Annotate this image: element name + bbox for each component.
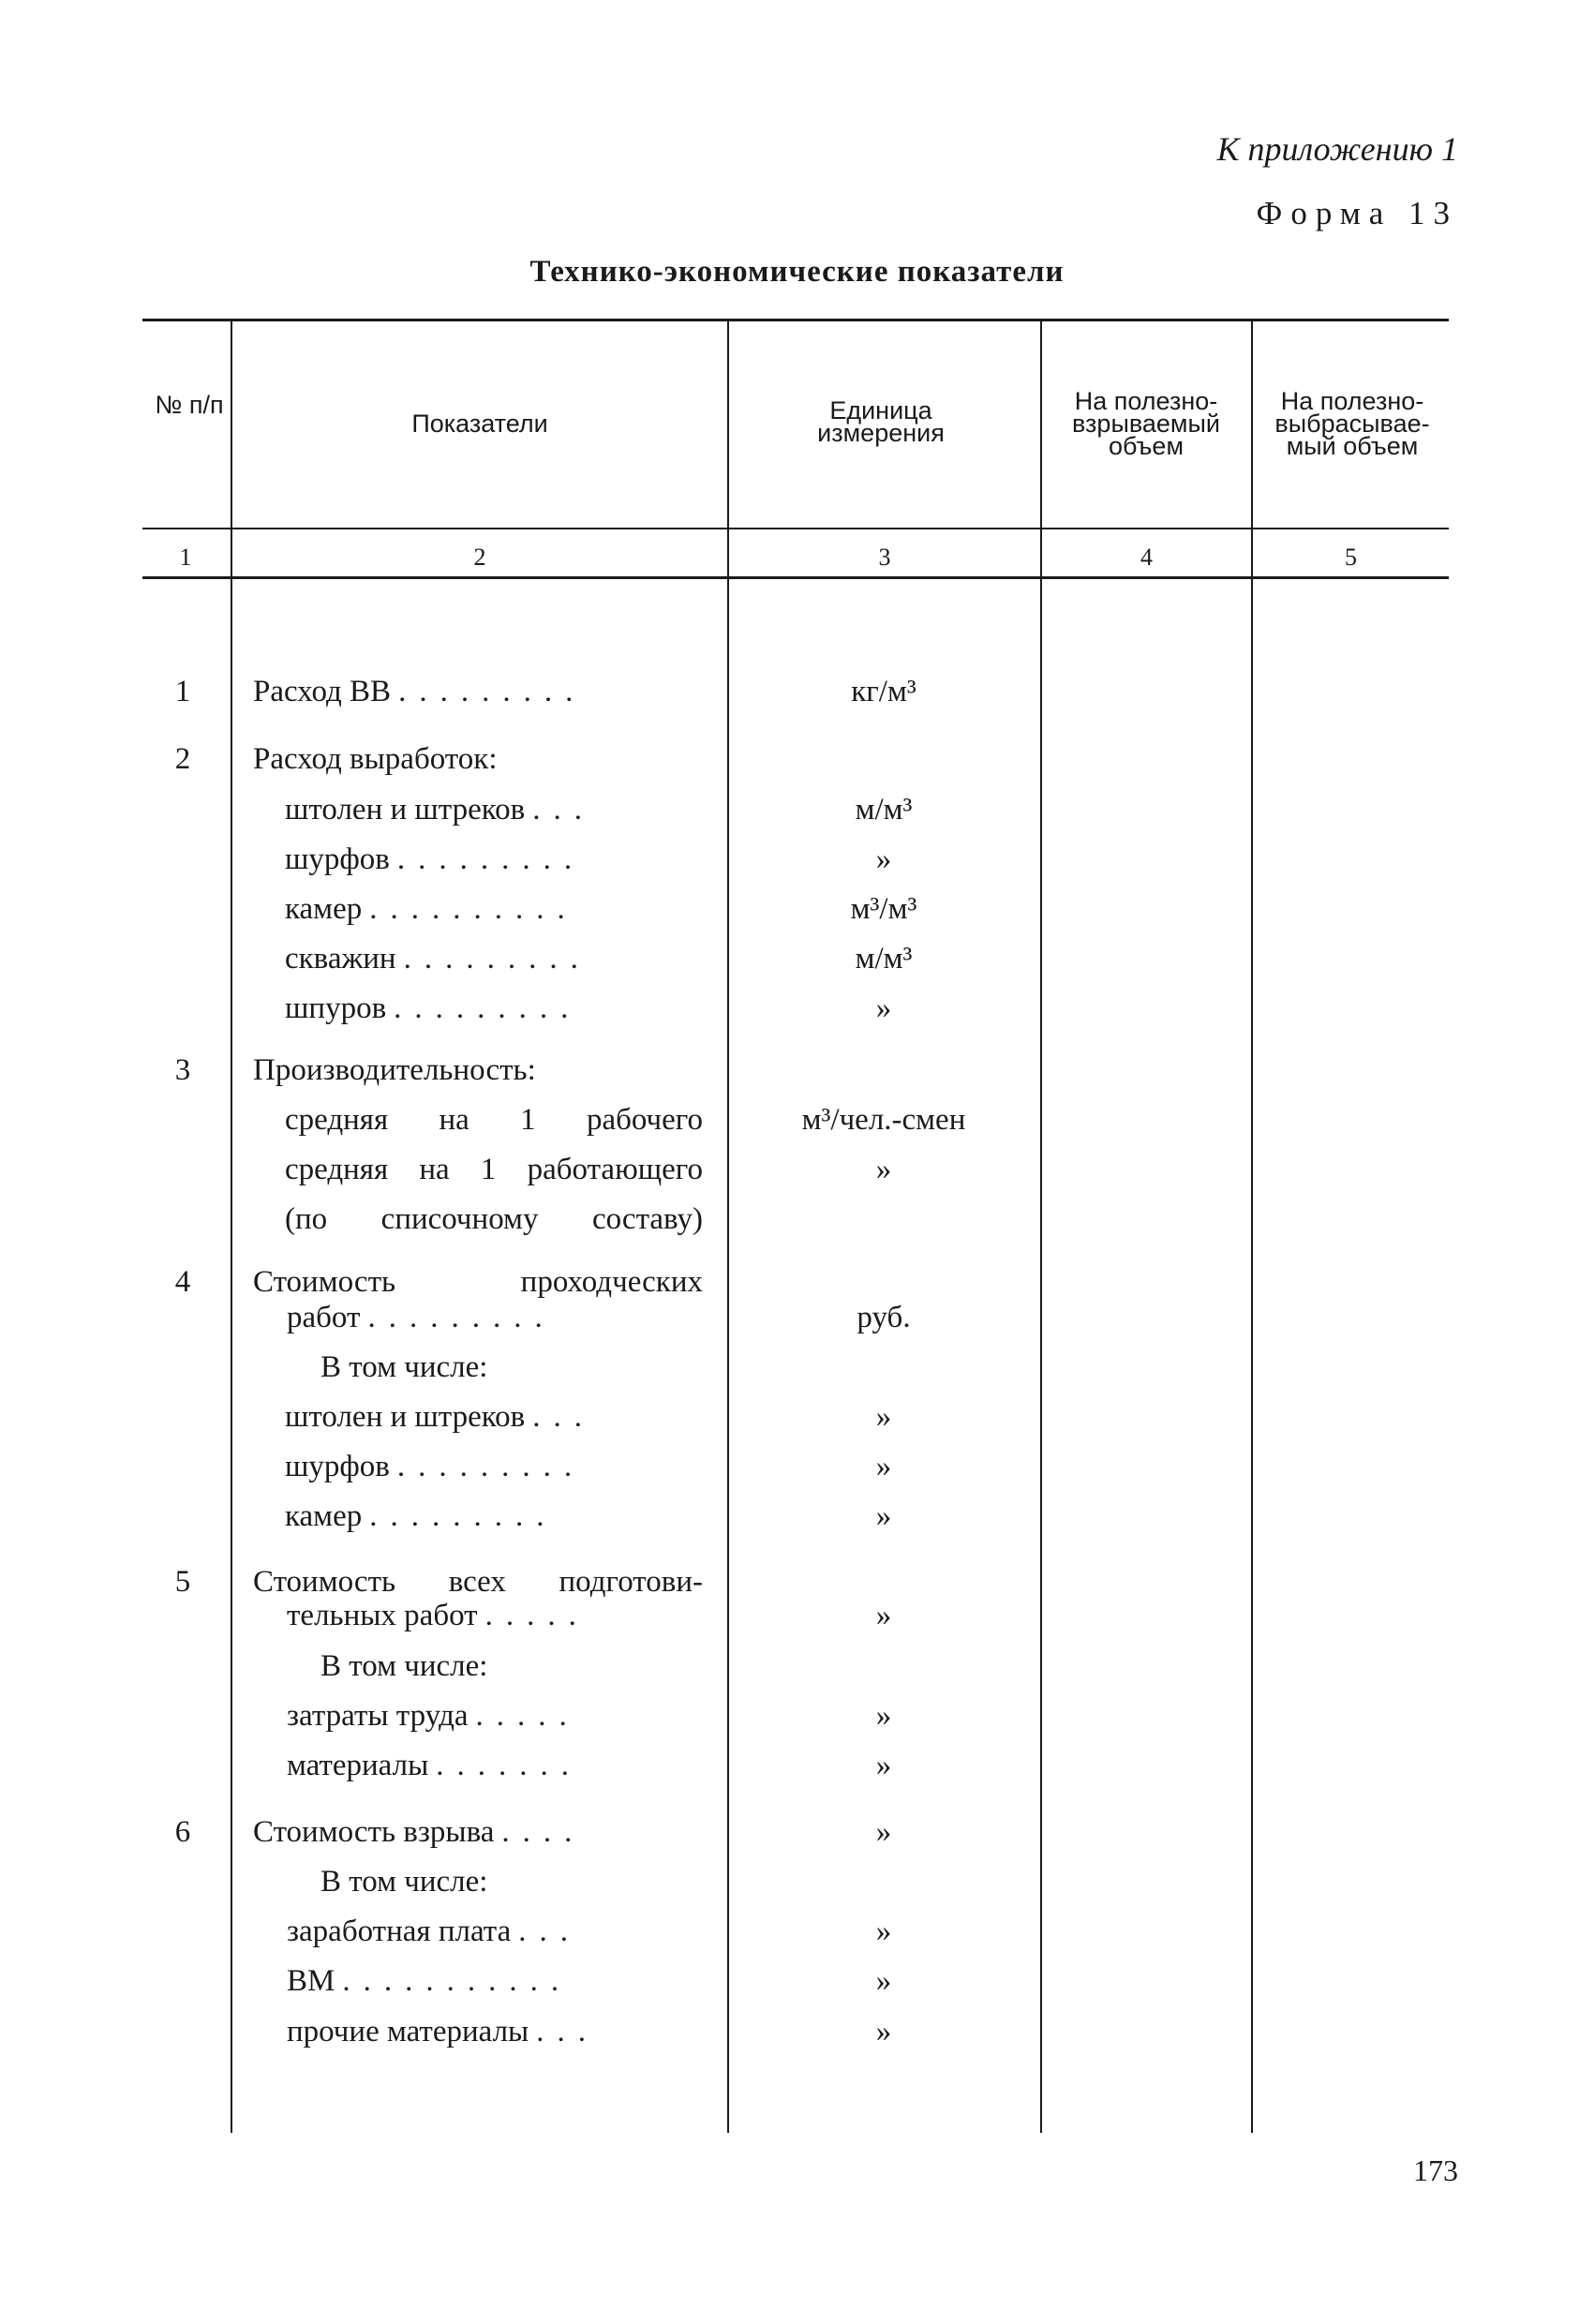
row-unit: м³/м³ <box>850 892 917 926</box>
page-number: 173 <box>1413 2153 1458 2187</box>
col-header-indicators: Показатели <box>411 410 548 438</box>
col-number-4: 4 <box>1140 544 1153 571</box>
row-label: затраты труда ..... <box>287 1699 580 1733</box>
row-unit: » <box>875 1450 892 1483</box>
row-label: прочие материалы ... <box>287 2015 599 2048</box>
row-number: 3 <box>174 1053 191 1087</box>
row-unit: м/м³ <box>855 942 913 976</box>
row-label: В том числе: <box>320 1865 488 1899</box>
row-label: шурфов ......... <box>285 842 586 876</box>
row-label: работ ......... <box>287 1301 556 1334</box>
row-number: 4 <box>174 1265 191 1299</box>
form-label: Форма 13 <box>1256 195 1458 231</box>
row-label: Стоимость проходческих <box>253 1265 703 1299</box>
row-unit: » <box>875 1815 892 1849</box>
row-label: Производительность: <box>253 1053 536 1087</box>
row-number: 2 <box>174 742 191 776</box>
row-label: штолен и штреков ... <box>285 793 595 827</box>
column-divider-1 <box>231 321 232 2133</box>
row-label: средняя на 1 работающего <box>285 1153 703 1186</box>
row-unit: » <box>875 1599 892 1632</box>
col-header-unit: Единица измерения <box>817 396 945 447</box>
row-unit: » <box>875 1153 892 1186</box>
row-unit: руб. <box>857 1301 911 1334</box>
row-label: ВМ ........... <box>287 1964 573 1998</box>
col-header-useful-throw: На полезно-выбрасывае-мый объем <box>1274 387 1430 460</box>
col-number-1: 1 <box>179 544 192 571</box>
row-label: заработная плата ... <box>287 1914 581 1948</box>
col-number-2: 2 <box>473 544 486 571</box>
col-header-useful-blast: На полезно-взрываемый объем <box>1072 387 1220 460</box>
row-label: шпуров ......... <box>285 991 582 1025</box>
row-label: тельных работ ..... <box>287 1599 589 1632</box>
row-number: 5 <box>174 1565 191 1599</box>
row-unit: » <box>875 1914 892 1948</box>
row-label: Расход ВВ ......... <box>253 675 587 708</box>
row-unit: » <box>875 842 892 876</box>
column-divider-3 <box>1040 321 1042 2133</box>
row-unit: » <box>875 2015 892 2048</box>
row-unit: м³/чел.-смен <box>801 1103 966 1137</box>
row-label: Стоимость всех подготови- <box>253 1565 703 1599</box>
row-unit: кг/м³ <box>851 675 916 708</box>
row-label: материалы ....... <box>287 1749 583 1782</box>
row-number: 1 <box>174 675 191 708</box>
col-header-num: № п/п <box>155 391 224 419</box>
row-unit: » <box>875 1400 892 1434</box>
row-unit: » <box>875 991 892 1025</box>
row-label: В том числе: <box>320 1649 488 1683</box>
row-unit: » <box>875 1749 892 1782</box>
row-label: В том числе: <box>320 1350 488 1384</box>
row-label: скважин ......... <box>285 942 591 976</box>
row-label: (по списочному составу) <box>285 1202 703 1236</box>
row-number: 6 <box>174 1815 191 1849</box>
col-number-3: 3 <box>878 544 891 571</box>
row-unit: » <box>875 1964 892 1998</box>
row-unit: » <box>875 1699 892 1733</box>
row-label: камер ......... <box>285 1499 558 1533</box>
page-title: Технико-экономические показатели <box>529 255 1065 289</box>
row-label: камер .......... <box>285 892 578 926</box>
column-divider-4 <box>1251 321 1253 2133</box>
row-label: Стоимость взрыва .... <box>253 1815 586 1849</box>
row-label: средняя на 1 рабочего <box>285 1103 703 1137</box>
column-divider-2 <box>727 321 729 2133</box>
row-unit: м/м³ <box>855 793 913 827</box>
row-label: Расход выработок: <box>253 742 498 776</box>
row-label: шурфов ......... <box>285 1450 586 1483</box>
col-number-5: 5 <box>1345 544 1357 571</box>
row-unit: » <box>875 1499 892 1533</box>
row-label: штолен и штреков ... <box>285 1400 595 1434</box>
appendix-reference: К приложению 1 <box>1216 130 1458 168</box>
